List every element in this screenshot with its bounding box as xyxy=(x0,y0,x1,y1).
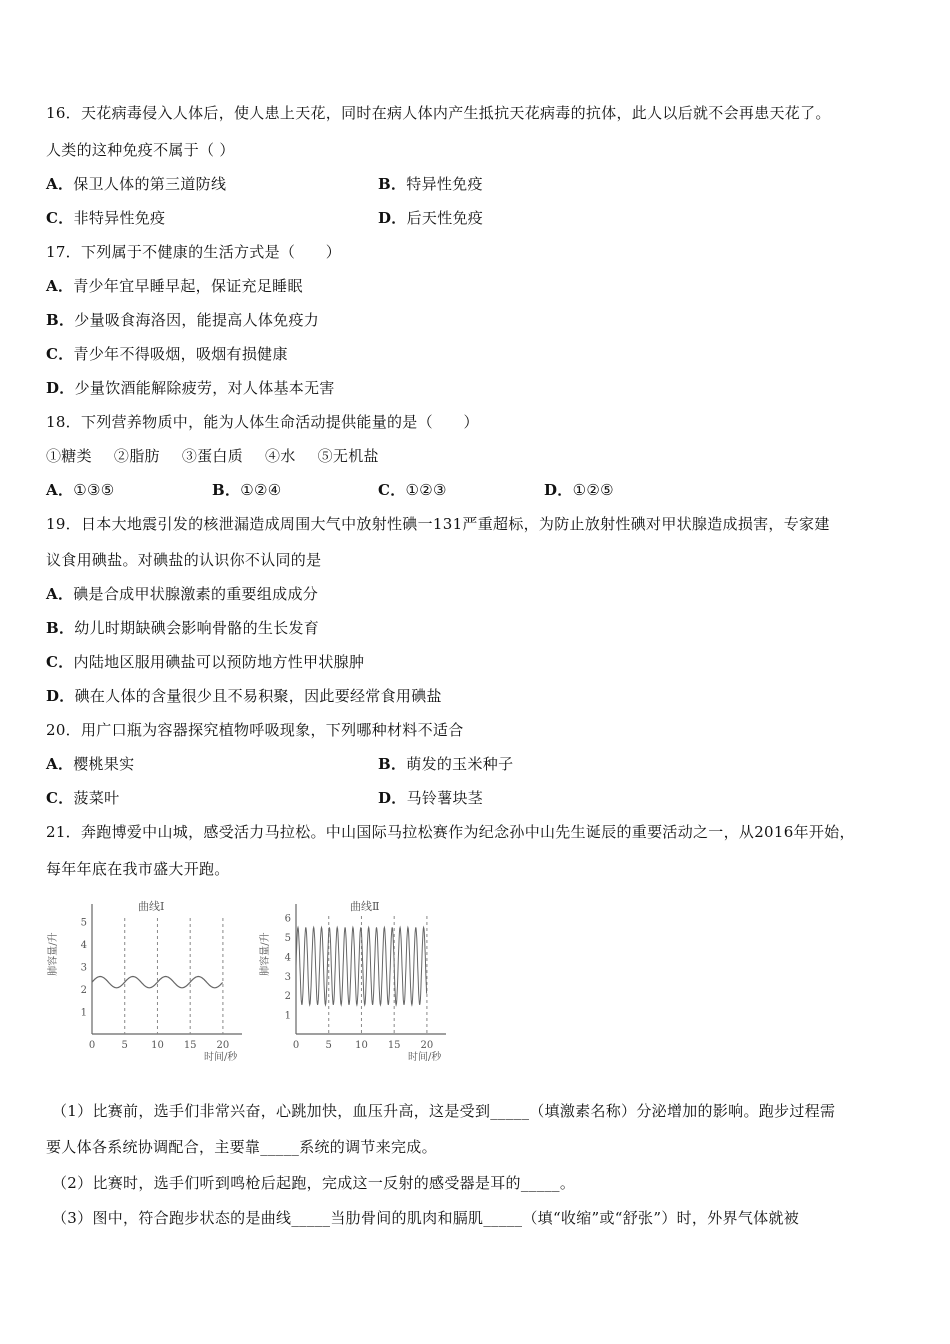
q17-option-c xyxy=(46,343,288,364)
option-text: 碘在人体的含量很少且不易积聚，因此要经常食用碘盐 xyxy=(74,687,442,705)
q17-stem: 17．下列属于不健康的生活方式是（ ） xyxy=(46,243,342,261)
chart-curve-1 xyxy=(46,890,246,1065)
option-label: B． xyxy=(378,175,407,193)
option-label: D． xyxy=(378,209,407,227)
q20-stem: 20．用广口瓶为容器探究植物呼吸现象，下列哪种材料不适合 xyxy=(46,721,464,739)
option-text: 特异性免疫 xyxy=(406,175,483,193)
option-text: 青少年宜早睡早起，保证充足睡眠 xyxy=(73,277,303,295)
q21-sub3: （3）图中，符合跑步状态的是曲线_____当肋骨间的肌肉和膈肌_____（填“收缩”或“舒张”）时，外界气体就被 xyxy=(52,1209,800,1227)
q16-stem-line2: 人类的这种免疫不属于（ ） xyxy=(46,141,235,159)
q20-option-d xyxy=(378,787,483,808)
q18-item: ①糖类 xyxy=(46,447,92,465)
q20-option-c xyxy=(46,787,119,808)
option-text: ①③⑤ xyxy=(73,481,115,499)
option-text: 内陆地区服用碘盐可以预防地方性甲状腺肿 xyxy=(73,653,365,671)
q18-option-b xyxy=(212,479,378,500)
chart-curve-2 xyxy=(258,890,458,1065)
y-tick-label: 4 xyxy=(80,939,87,951)
x-tick-label: 0 xyxy=(292,1040,300,1051)
option-text: 碘是合成甲状腺激素的重要组成成分 xyxy=(73,585,319,603)
x-tick-label: 5 xyxy=(325,1040,332,1051)
q18-item: ⑤无机盐 xyxy=(317,447,379,465)
option-text: 少量吸食海洛因，能提高人体免疫力 xyxy=(74,311,320,329)
option-label: D． xyxy=(46,379,75,397)
q18-item: ③蛋白质 xyxy=(181,447,244,465)
option-text: ①②⑤ xyxy=(572,481,614,499)
y-axis-label: 肺容量/升 xyxy=(48,932,59,976)
q19-option-a xyxy=(46,583,318,604)
q19-option-b xyxy=(46,617,319,638)
option-text: 幼儿时期缺碘会影响骨骼的生长发育 xyxy=(74,619,320,637)
q18-option-a xyxy=(46,479,212,500)
x-axis-label: 时间/秒 xyxy=(204,1052,238,1063)
chart-title: 曲线Ⅱ xyxy=(350,900,380,913)
q18-option-d xyxy=(544,479,710,500)
y-tick-label: 3 xyxy=(80,962,87,974)
option-label: B． xyxy=(378,755,407,773)
option-text: 菠菜叶 xyxy=(73,789,120,807)
option-label: C． xyxy=(46,345,74,363)
option-label: A． xyxy=(46,481,74,499)
q17-option-a xyxy=(46,275,303,296)
option-label: A． xyxy=(46,175,74,193)
option-label: C． xyxy=(46,653,74,671)
q16-option-b xyxy=(378,173,483,194)
q21-stem-line1: 21．奔跑博爱中山城，感受活力马拉松。中山国际马拉松赛作为纪念孙中山先生诞辰的重要活动之一，从2016年开始， xyxy=(46,823,855,841)
x-tick-label: 15 xyxy=(387,1040,401,1051)
option-label: D． xyxy=(544,481,573,499)
x-tick-label: 20 xyxy=(216,1040,230,1051)
q20-option-b xyxy=(378,753,513,774)
option-text: ①②③ xyxy=(405,481,447,499)
x-axis-label: 时间/秒 xyxy=(408,1052,442,1063)
q18-option-c xyxy=(378,479,544,500)
y-tick-label: 5 xyxy=(80,917,87,929)
q21-sub2: （2）比赛时，选手们听到鸣枪后起跑，完成这一反射的感受器是耳的_____。 xyxy=(52,1174,576,1192)
q18-items xyxy=(46,445,401,466)
option-label: C． xyxy=(46,209,74,227)
chart-title: 曲线Ⅰ xyxy=(138,900,165,913)
y-axis-label: 肺容量/升 xyxy=(260,932,271,976)
q19-stem-line1: 19．日本大地震引发的核泄漏造成周围大气中放射性碘一131严重超标，为防止放射性碘对甲状腺造成损害，专家建 xyxy=(46,515,830,533)
option-label: D． xyxy=(46,687,75,705)
y-tick-label: 1 xyxy=(284,1010,291,1022)
option-text: 马铃薯块茎 xyxy=(406,789,484,807)
option-label: B． xyxy=(46,311,75,329)
q18-stem: 18．下列营养物质中，能为人体生命活动提供能量的是（ ） xyxy=(46,413,479,431)
y-tick-label: 5 xyxy=(284,933,291,945)
q17-option-d xyxy=(46,377,335,398)
option-label: C． xyxy=(378,481,406,499)
option-label: A． xyxy=(46,755,74,773)
y-tick-label: 3 xyxy=(284,971,291,983)
option-text: 少量饮酒能解除疲劳，对人体基本无害 xyxy=(74,379,335,397)
option-text: 樱桃果实 xyxy=(73,755,135,773)
x-tick-label: 5 xyxy=(121,1040,128,1051)
option-text: ①②④ xyxy=(240,481,282,499)
q16-option-a xyxy=(46,173,226,194)
q20-option-a xyxy=(46,753,134,774)
option-label: A． xyxy=(46,585,74,603)
option-label: B． xyxy=(212,481,241,499)
q18-options xyxy=(46,479,710,500)
y-tick-label: 2 xyxy=(80,984,87,996)
q16-option-c xyxy=(46,207,165,228)
option-label: A． xyxy=(46,277,74,295)
q21-stem-line2: 每年年底在我市盛大开跑。 xyxy=(46,860,230,878)
x-tick-label: 20 xyxy=(420,1040,434,1051)
option-text: 青少年不得吸烟，吸烟有损健康 xyxy=(73,345,288,363)
y-tick-label: 6 xyxy=(284,913,291,925)
x-tick-label: 10 xyxy=(151,1040,164,1051)
y-tick-label: 4 xyxy=(284,952,291,964)
option-text: 保卫人体的第三道防线 xyxy=(73,175,227,193)
option-label: B． xyxy=(46,619,75,637)
option-text: 萌发的玉米种子 xyxy=(406,755,514,773)
option-label: C． xyxy=(46,789,74,807)
x-tick-label: 10 xyxy=(355,1040,368,1051)
option-text: 非特异性免疫 xyxy=(73,209,166,227)
q19-stem-line2: 议食用碘盐。对碘盐的认识你不认同的是 xyxy=(46,551,322,569)
q18-item: ④水 xyxy=(265,447,296,465)
q19-option-c xyxy=(46,651,364,672)
q16-option-d xyxy=(378,207,483,228)
q17-option-b xyxy=(46,309,319,330)
x-tick-label: 0 xyxy=(88,1040,96,1051)
q16-stem-line1: 16．天花病毒侵入人体后，使人患上天花，同时在病人体内产生抵抗天花病毒的抗体，此人以后就不会再患天花了。 xyxy=(46,104,831,122)
y-tick-label: 2 xyxy=(284,991,291,1003)
y-tick-label: 1 xyxy=(80,1007,87,1019)
q19-option-d xyxy=(46,685,442,706)
q18-item: ②脂肪 xyxy=(113,447,160,465)
q21-sub1-line2: 要人体各系统协调配合，主要靠_____系统的调节来完成。 xyxy=(46,1138,437,1156)
q21-sub1-line1: （1）比赛前，选手们非常兴奋，心跳加快，血压升高，这是受到_____（填激素名称）分泌增加的影响。跑步过程需 xyxy=(52,1102,836,1120)
option-label: D． xyxy=(378,789,407,807)
option-text: 后天性免疫 xyxy=(406,209,484,227)
x-tick-label: 15 xyxy=(183,1040,197,1051)
